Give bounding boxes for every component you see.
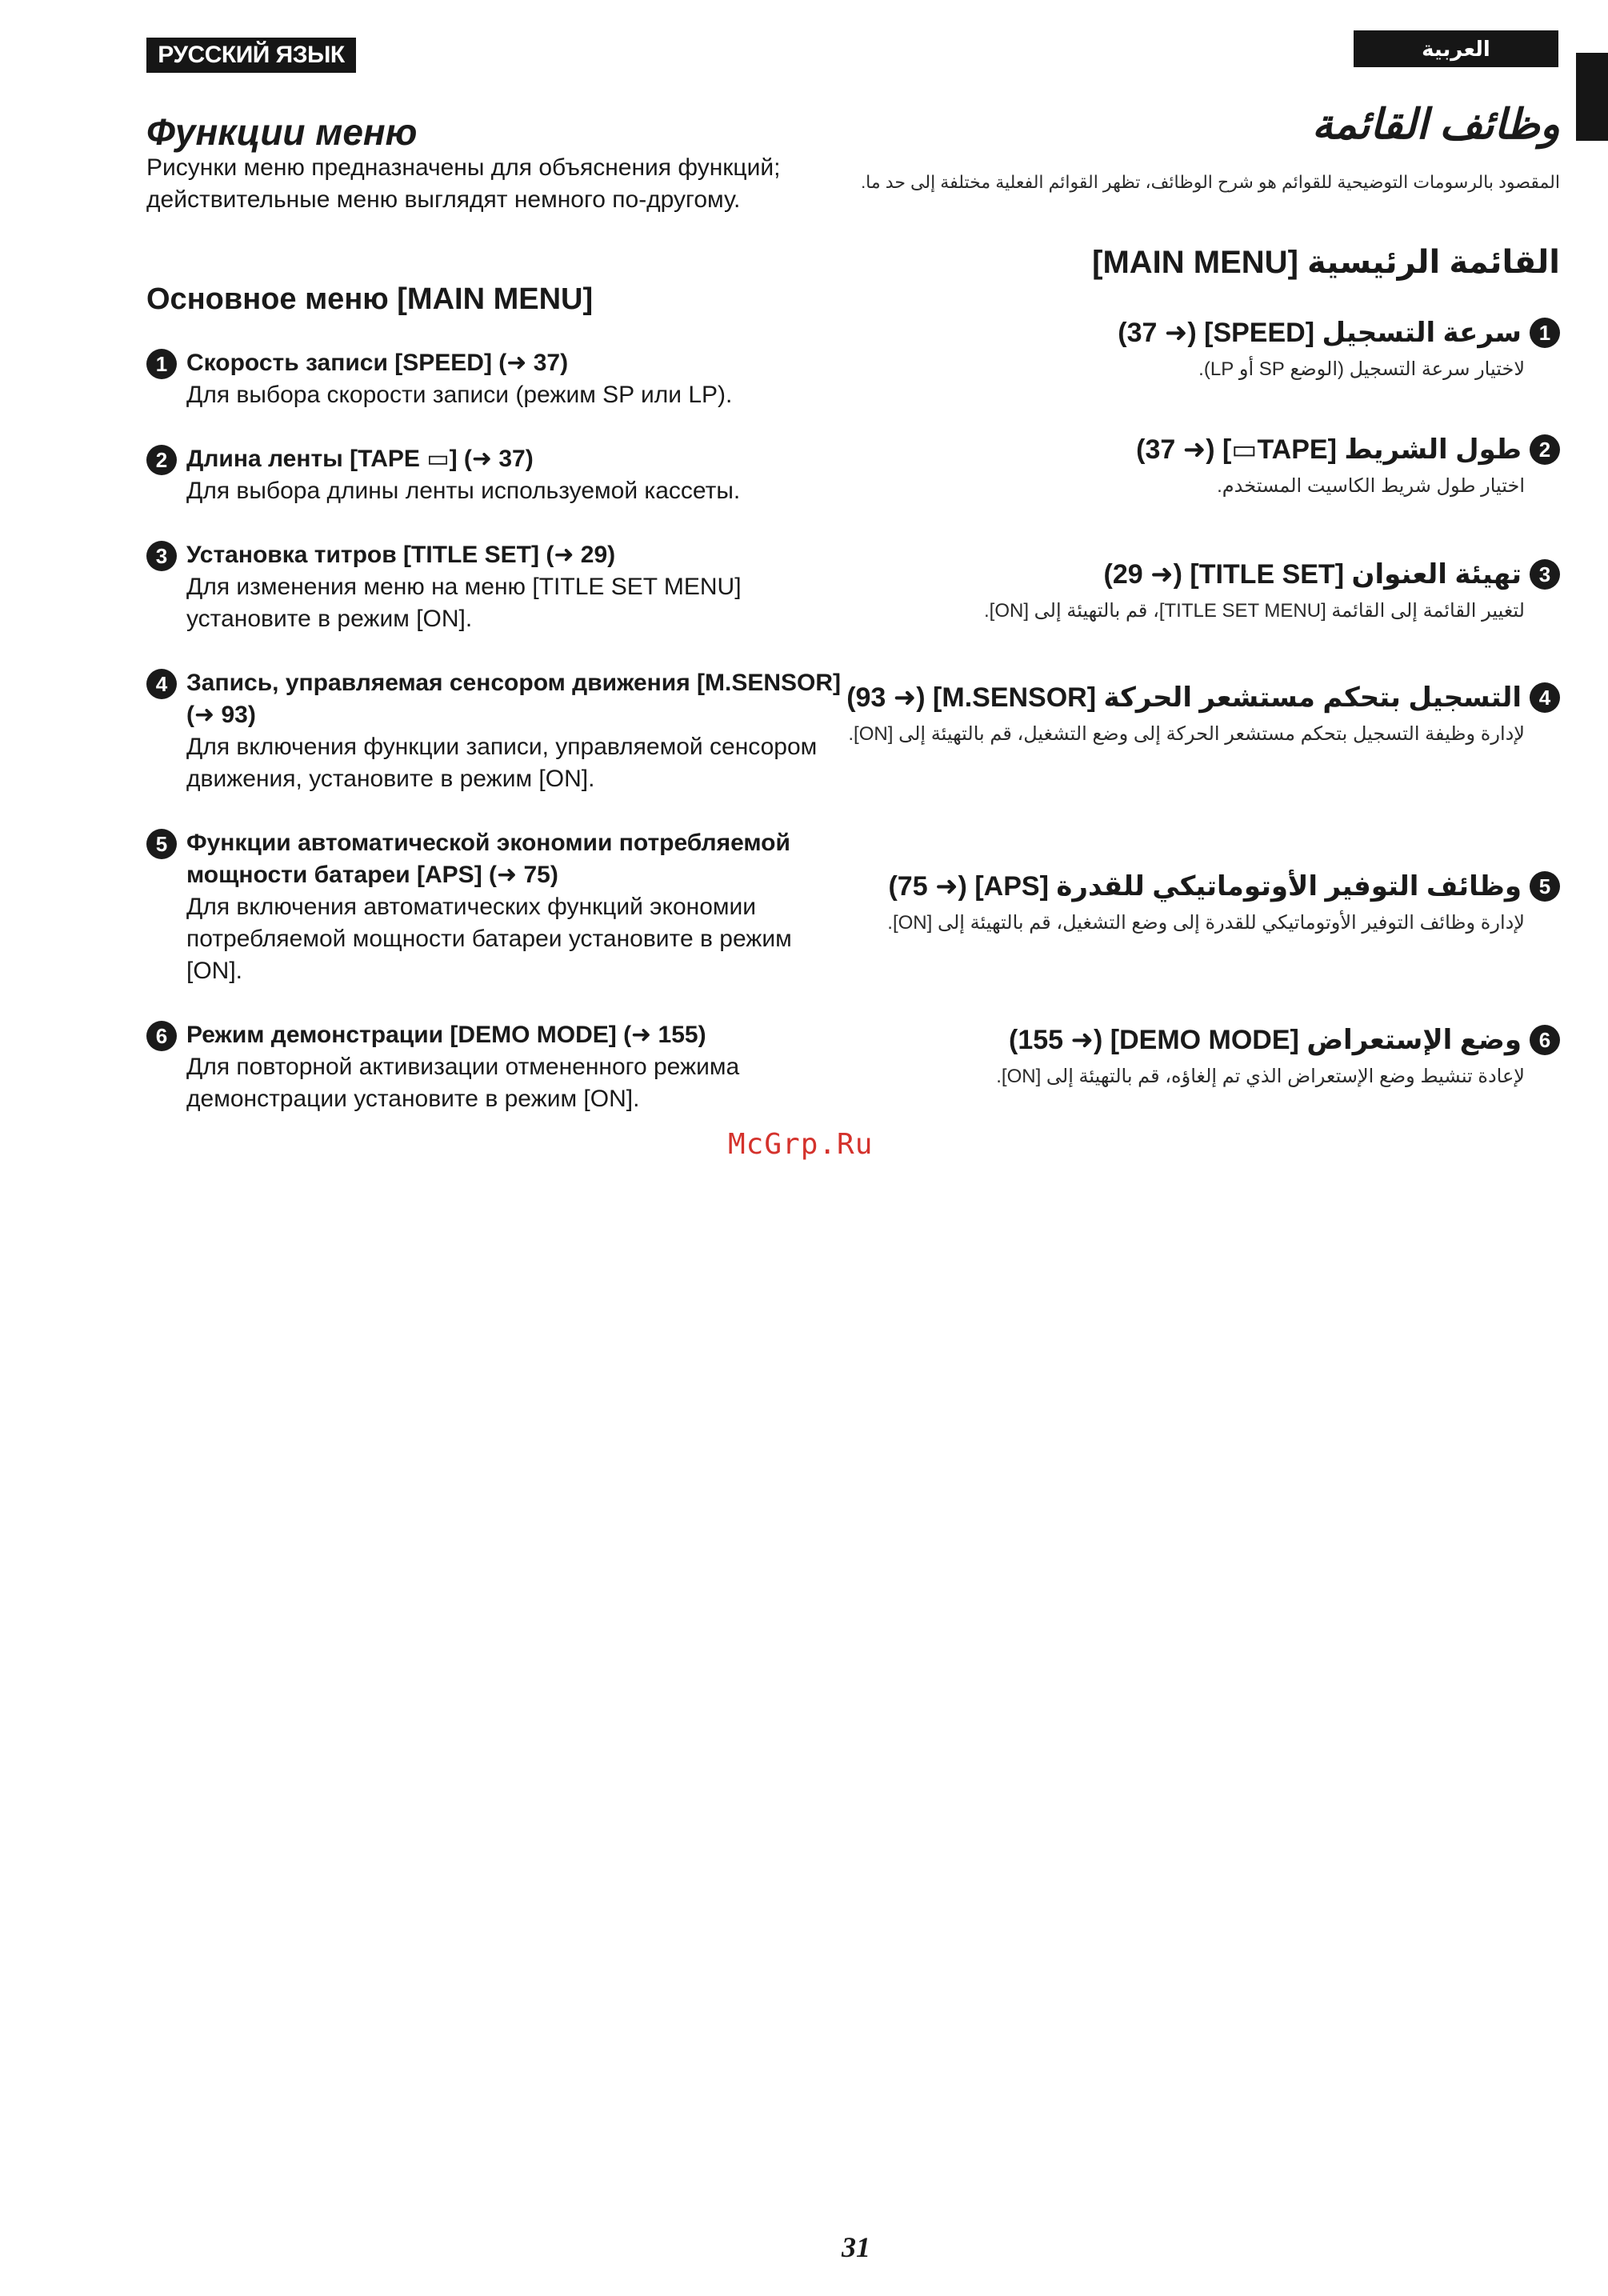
ar-item-heading: وضع الإستعراض [DEMO MODE] (➜ 155) [1009,1025,1522,1055]
language-badge-russian: РУССКИЙ ЯЗЫК [146,38,356,73]
ar-menu-item-aps [840,867,1560,941]
number-4-icon: 4 [146,669,177,699]
number-4-icon: 4 [1530,682,1560,713]
ru-menu-item-speed [146,347,850,411]
number-1-icon: 1 [146,349,177,379]
ru-item-description: Для включения функции записи, управляемой сенсором движения, установите в режим [ON]. [186,734,818,792]
ar-item-description: لإعادة تنشيط وضع الإستعراض الذي تم إلغاؤه، قم بالتهيئة إلى [ON]. [996,1066,1525,1087]
ru-item-heading: Длина ленты [TAPE ▭] (➜ 37) [186,446,534,472]
number-3-icon: 3 [1530,559,1560,590]
ru-section-heading: Основное меню [MAIN MENU] [146,282,594,316]
watermark-text: McGrp.Ru [728,1128,874,1161]
ru-item-description: Для выбора длины ленты используемой кассеты. [186,478,741,504]
number-6-icon: 6 [146,1021,177,1051]
ru-menu-item-aps [146,827,850,987]
number-5-icon: 5 [1530,871,1560,902]
ar-page-title: وظائف القائمة [1312,102,1560,148]
ru-menu-item-tape [146,443,850,507]
ar-item-heading: سرعة التسجيل [SPEED] (➜ 37) [1118,318,1522,348]
ar-item-heading: تهيئة العنوان [TITLE SET] (➜ 29) [1103,559,1522,590]
page-number: 31 [842,2231,870,2263]
number-3-icon: 3 [146,541,177,571]
ru-item-description: Для выбора скорости записи (режим SP или LP). [186,382,733,408]
number-5-icon: 5 [146,829,177,859]
ar-item-description: لاختيار سرعة التسجيل (الوضع SP أو LP). [1198,358,1525,380]
ar-intro-text: المقصود بالرسومات التوضيحية للقوائم هو شرح الوظائف، تظهر القوائم الفعلية مختلفة إلى حد ما. [861,172,1560,192]
number-2-icon: 2 [146,445,177,475]
ru-item-description: Для включения автоматических функций экономии потребляемой мощности батареи установите в режим [ON]. [186,894,792,984]
ar-section-heading: القائمة الرئيسية [MAIN MENU] [1092,245,1560,280]
ru-menu-item-title-set [146,539,850,635]
ru-item-heading: Установка титров [TITLE SET] (➜ 29) [186,542,616,568]
ar-item-heading: طول الشريط [TAPE▭] (➜ 37) [1136,434,1522,465]
ar-item-heading: التسجيل بتحكم مستشعر الحركة [M.SENSOR] (➜ 93) [846,682,1522,713]
ru-item-heading: Скорость записи [SPEED] (➜ 37) [186,350,569,376]
ar-menu-item-m-sensor [840,678,1560,752]
ar-menu-item-tape [840,430,1560,504]
ru-intro-text: Рисунки меню предназначены для объяснения функций; действительные меню выглядят немного по-другому. [146,154,781,213]
ru-item-heading: Режим демонстрации [DEMO MODE] (➜ 155) [186,1022,706,1048]
ar-item-description: لإدارة وظائف التوفير الأوتوماتيكي للقدرة إلى وضع التشغيل، قم بالتهيئة إلى [ON]. [887,912,1525,934]
ru-item-description: Для повторной активизации отмененного режима демонстрации установите в режим [ON]. [186,1054,740,1112]
number-2-icon: 2 [1530,434,1560,465]
ru-item-heading: Функции автоматической экономии потребляемой мощности батареи [APS] (➜ 75) [186,830,790,888]
ar-menu-item-title-set [840,555,1560,629]
ru-item-heading: Запись, управляемая сенсором движения [M.SENSOR] (➜ 93) [186,670,842,728]
ru-item-description: Для изменения меню на меню [TITLE SET MENU] установите в режим [ON]. [186,574,742,632]
page-edge-tab [1576,53,1608,141]
number-6-icon: 6 [1530,1025,1560,1055]
language-badge-arabic: العربية [1354,30,1558,67]
number-1-icon: 1 [1530,318,1560,348]
ar-menu-item-speed [840,314,1560,387]
ar-item-description: لإدارة وظيفة التسجيل بتحكم مستشعر الحركة إلى وضع التشغيل، قم بالتهيئة إلى [ON]. [848,723,1525,745]
ar-item-heading: وظائف التوفير الأوتوماتيكي للقدرة [APS] (➜ 75) [888,871,1522,902]
ru-page-title: Функции меню [146,111,418,153]
ru-menu-item-m-sensor [146,667,850,795]
ar-item-description: لتغيير القائمة إلى القائمة [TITLE SET MENU]، قم بالتهيئة إلى [ON]. [984,600,1525,622]
ar-item-description: اختيار طول شريط الكاسيت المستخدم. [1217,475,1525,497]
ar-menu-item-demo-mode [840,1021,1560,1094]
ru-menu-item-demo-mode [146,1019,850,1115]
